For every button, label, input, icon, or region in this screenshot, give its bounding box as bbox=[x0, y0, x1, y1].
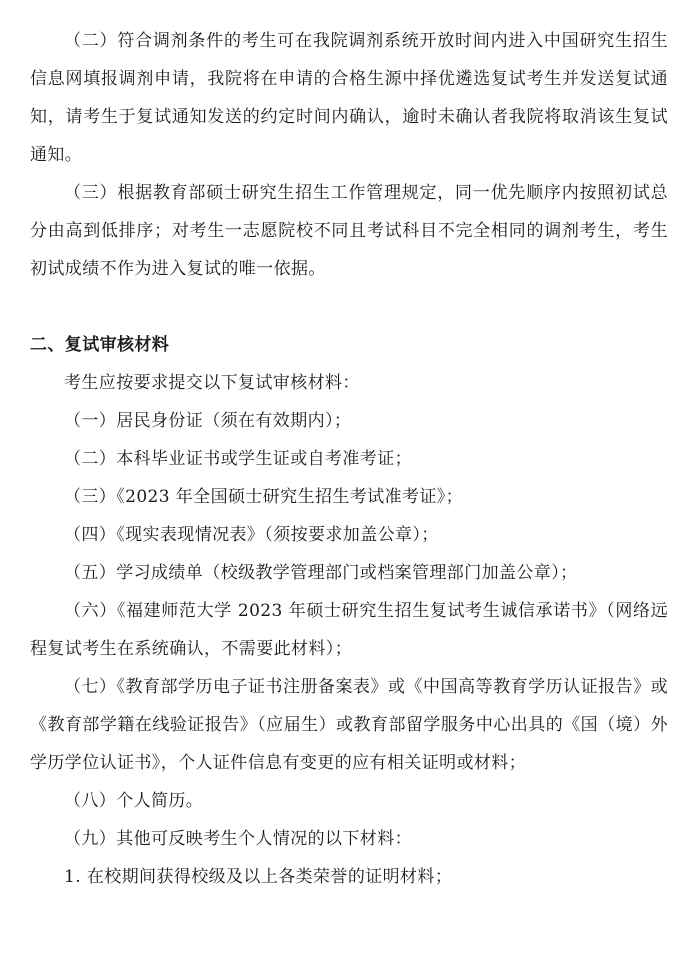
paragraph-adjustment-application: （二）符合调剂条件的考生可在我院调剂系统开放时间内进入中国研究生招生信息网填报调剂申请，我院将在申请的合格生源中择优遴选复试考生并发送复试通知，请考生于复试通知发送的约定时间内确认，逾时未确认者我院将取消该生复试通知。 bbox=[30, 31, 668, 165]
paragraph-ranking-rules: （三）根据教育部硕士研究生招生工作管理规定，同一优先顺序内按照初试总分由高到低排序；对考生一志愿院校不同且考试科目不完全相同的调剂考生，考生初试成绩不作为进入复试的唯一依据。 bbox=[30, 183, 668, 279]
material-item-integrity-pledge: （六）《福建师范大学 2023 年硕士研究生招生复试考生诚信承诺书》（网络远程复试考生在系统确认，不需要此材料）； bbox=[30, 601, 668, 659]
section-heading-review-materials: 二、复试审核材料 bbox=[30, 335, 170, 355]
material-item-transcript: （五）学习成绩单（校级教学管理部门或档案管理部门加盖公章）； bbox=[64, 563, 578, 583]
material-item-admission-ticket: （三）《2023 年全国硕士研究生招生考试准考证》； bbox=[64, 487, 464, 507]
material-item-degree-verification: （七）《教育部学历电子证书注册备案表》或《中国高等教育学历认证报告》或《教育部学籍在线验证报告》（应届生）或教育部留学服务中心出具的《国（境）外学历学位认证书》，个人证件信息有变更的应有相关证明或材料； bbox=[30, 677, 668, 773]
materials-intro: 考生应按要求提交以下复试审核材料： bbox=[64, 373, 360, 393]
material-item-diploma: （二）本科毕业证书或学生证或自考准考证； bbox=[64, 449, 412, 469]
material-item-resume: （八）个人简历。 bbox=[64, 791, 204, 811]
material-item-id-card: （一）居民身份证（须在有效期内）； bbox=[64, 411, 352, 431]
material-subitem-honors: 1. 在校期间获得校级及以上各类荣誉的证明材料； bbox=[64, 867, 453, 887]
material-item-performance-form: （四）《现实表现情况表》（须按要求加盖公章）； bbox=[64, 525, 439, 545]
spacer bbox=[30, 288, 668, 326]
material-item-other: （九）其他可反映考生个人情况的以下材料： bbox=[64, 829, 412, 849]
